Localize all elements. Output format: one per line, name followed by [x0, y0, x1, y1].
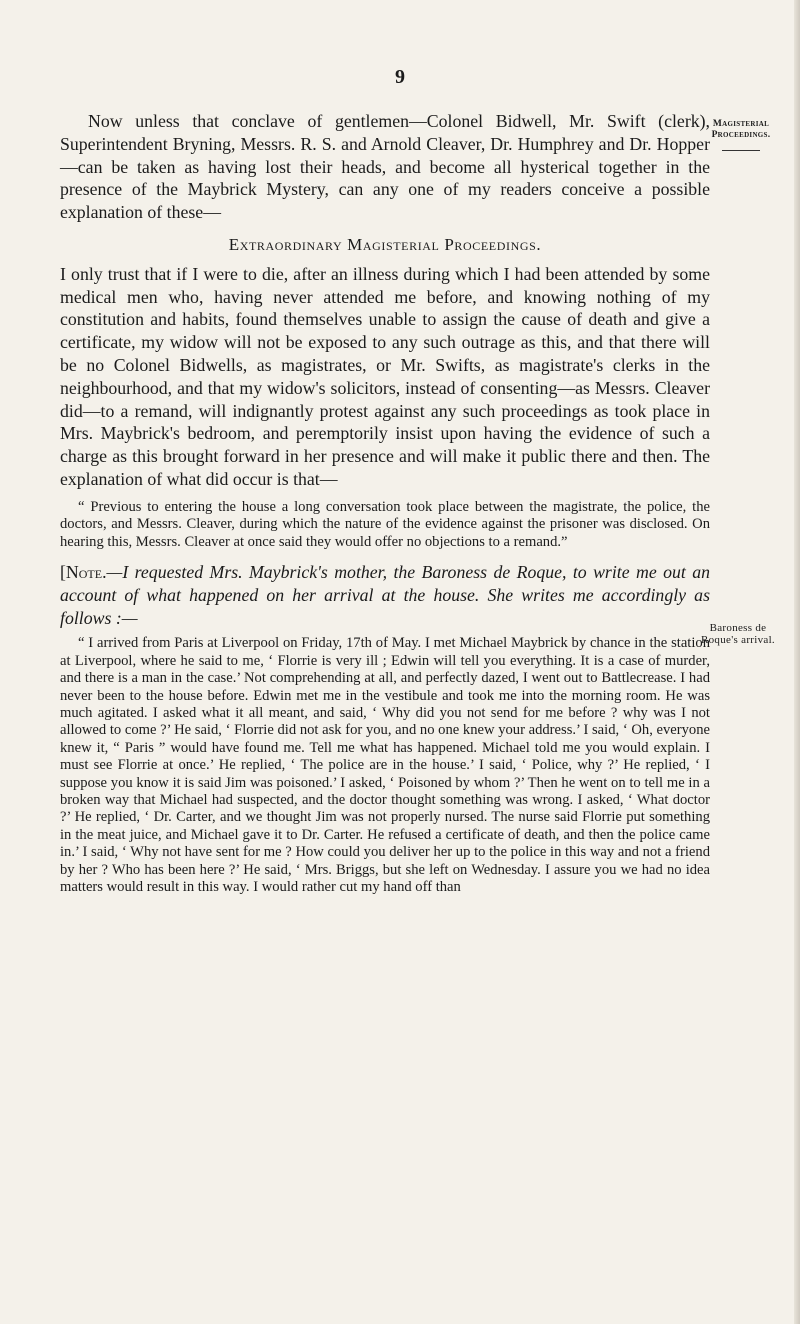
baroness-letter: “ I arrived from Paris at Liverpool on Friday, 17th of May. I met Michael Maybrick by chance in the station at Liverpool, where he said to me, ‘ Florrie is very ill ; Edwin will tell you everything. It is a case of murder, and there is a man in the case.’ Not comprehending at all, and perfectly dazed, I went out to Battlecrease. I had never been to the house before. Edwin met me in the vestibule and took me into the morning room. He was much agitated. I asked what it all meant, and said, ‘ Why did you not send for me before ? why was I not allowed to come ?’ He said, ‘ Florrie did not ask for you, and no one knew your address.’ I said, ‘ Oh, everyone knew it, “ Paris ” would have found me. Tell me what has happened. Michael told me you would explain. I must see Florrie at once.’ He replied, ‘ The police are in the house.’ I said, ‘ Police, why ?’ He replied, ‘ I suppose you know it is said Jim was poisoned.’ I asked, ‘ Poisoned by whom ?’ Then he went on to tell me in a broken way that Michael had suspected, and the doctor thought something was wrong. I asked, ‘ What doctor ?’ He replied, ‘ Dr. Carter, and we thought Jim was not properly nursed. The nurse said Florrie put something in the meat juice, and Michael gave it to Dr. Carter. He refused a certificate of death, and then the police came in.’ I said, ‘ Why not have sent for me ? How could you deliver her up to the police in this way and not a friend by her ? Who has been here ?’ He said, ‘ Mrs. Briggs, but she left on Wednesday. I assure you we had no idea matters would result in this way. I would rather cut my hand off than: [60, 635, 710, 896]
margin-note-magisterial-proceedings: [706, 119, 776, 151]
margin-note-text: Magisterial Proceedings.: [711, 119, 771, 140]
margin-note-baroness-arrival: Baroness de Roque's arrival.: [701, 622, 775, 646]
editor-note: [60, 561, 710, 629]
note-text: —I requested Mrs. Maybrick's mother, the Baroness de Roque, to write me out an account of what happened on her arrival at the house. She writes me accordingly as follows :—: [60, 561, 710, 628]
paragraph-main: I only trust that if I were to die, after an illness during which I had been attended by some medical men who, having never attended me before, and knowing nothing of my constitution and habits, found themselves unable to assign the cause of death and give a certificate, my widow will not be exposed to any such outrage as this, and that there will be no Colonel Bidwells, as magistrates, or Mr. Swifts, as magistrate's clerks in the neighbourhood, and that my widow's solicitors, instead of consenting—as Messrs. Cleaver did—to a remand, will indignantly protest against any such proceedings as took place in Mrs. Maybrick's bedroom, and peremptorily insist upon having the evidence of such a charge as this brought forward in her presence and will make it public there and then. The explanation of what did occur is that—: [60, 263, 710, 489]
section-heading: Extraordinary Magisterial Proceedings.: [228, 234, 542, 254]
margin-note-rule: [722, 150, 760, 151]
paragraph-intro: Now unless that conclave of gentlemen—Colonel Bidwell, Mr. Swift (clerk), Superintendent Bryning, Messrs. R. S. and Arnold Cleaver, Dr. Humphrey and Dr. Hopper—can be taken as having lost their heads, and become all hysterical together in the presence of the Maybrick Mystery, can any one of my readers conceive a possible explanation of these—: [60, 111, 710, 223]
page-body: [60, 110, 710, 896]
page-number: 9: [395, 66, 405, 88]
quoted-report: “ Previous to entering the house a long conversation took place between the magistrate, the police, the doctors, and Messrs. Cleaver, during which the nature of the evidence against the prisoner was disclosed. On hearing this, Messrs. Cleaver at once said they would offer no objections to a remand.”: [60, 498, 710, 550]
page-edge: [794, 0, 800, 1324]
note-label: [Note.: [60, 561, 107, 582]
